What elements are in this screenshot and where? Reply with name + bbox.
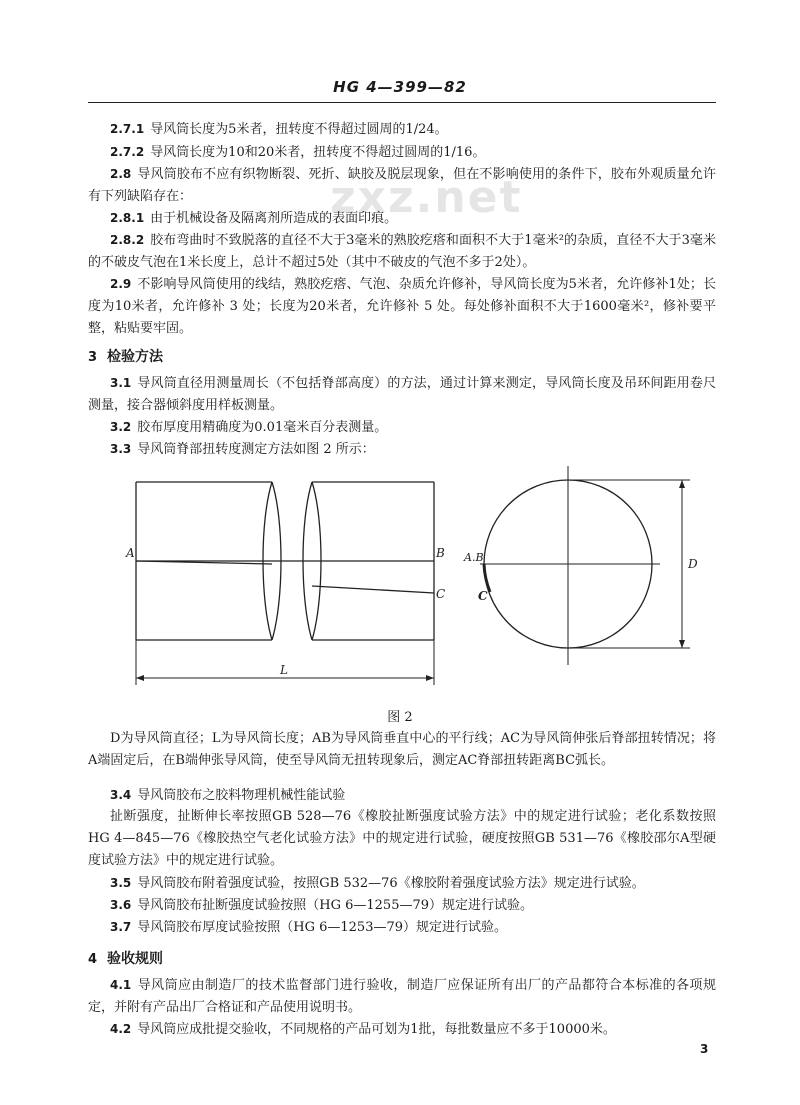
watermark: zxz.net <box>330 172 523 223</box>
paragraph-4-2 <box>88 1018 716 1041</box>
arrowheads <box>136 480 685 681</box>
clause-text: 导风筒胶布附着强度试验，按照GB 532—76《橡胶附着强度试验方法》规定进行试验。 <box>137 876 645 891</box>
arc-bc <box>484 564 490 592</box>
clause-number: 2.7.1 <box>110 122 145 136</box>
paragraph-3-5 <box>88 872 716 895</box>
clause-text: 导风筒胶布之胶料物理机械性能试验 <box>137 788 346 803</box>
paragraph-2-7-2 <box>88 141 716 164</box>
clause-text: 导风筒应成批提交验收，不同规格的产品可划为1批，每批数量应不多于10000米。 <box>137 1022 616 1037</box>
label-c: C <box>436 587 446 601</box>
clause-text: 不影响导风筒使用的线结，熟胶疙瘩、气泡、杂质允许修补，导风筒长度为5米者，允许修补1处；长度为10米者，允许修补 3 处；长度为20米者，允许修补 5 处。每处修补面积不大于1600毫米²，修补要平整，粘贴要牢固。 <box>88 277 716 336</box>
section-4-heading <box>88 948 163 968</box>
section-number: 3 <box>88 350 98 365</box>
section-title: 检验方法 <box>107 349 164 365</box>
label-d: D <box>688 557 698 571</box>
arrowhead <box>679 640 685 648</box>
paragraph-2-8-2 <box>88 229 716 274</box>
figure-caption: 图 2 <box>387 710 413 725</box>
clause-number: 3.3 <box>110 442 132 456</box>
clause-number: 3.1 <box>110 376 132 390</box>
paragraph-3-1 <box>88 372 716 417</box>
paragraph-2-9 <box>88 273 716 340</box>
clause-number: 2.8.2 <box>110 233 145 247</box>
figure-2-diagram <box>100 460 720 710</box>
paragraph-3-3 <box>88 438 716 461</box>
clause-number: 4.2 <box>110 1022 132 1036</box>
clause-number: 3.2 <box>110 420 132 434</box>
label-a: A <box>126 546 135 560</box>
clause-number: 3.7 <box>110 920 132 934</box>
paragraph-2-7-1 <box>88 118 716 141</box>
clause-number: 2.7.2 <box>110 145 145 159</box>
arrowhead <box>136 675 144 681</box>
clause-text: 导风筒胶布不应有织物断裂、死折、缺胶及脱层现象，但在不影响使用的条件下，胶布外观质量允许有下列缺陷存在： <box>88 167 716 204</box>
clause-text: 导风筒长度为10和20米者，扭转度不得超过圆周的1/16。 <box>150 145 486 160</box>
arrowhead <box>679 480 685 488</box>
section-number: 4 <box>88 952 98 967</box>
clause-number: 2.9 <box>110 277 132 291</box>
document-code-header: HG 4—399—82 <box>333 78 467 96</box>
clause-number: 2.8 <box>110 167 132 181</box>
section-title: 验收规则 <box>107 951 164 967</box>
paragraph-4-1 <box>88 974 716 1019</box>
arrowhead <box>426 675 434 681</box>
paragraph-2-8-1 <box>88 207 716 230</box>
paragraph-3-7 <box>88 916 716 939</box>
clause-text: 导风筒长度为5米者，扭转度不得超过圆周的1/24。 <box>150 122 448 137</box>
clause-text: 导风筒应由制造厂的技术监督部门进行验收，制造厂应保证所有出厂的产品都符合本标准的各项规定，并附有产品出厂合格证和产品使用说明书。 <box>88 978 716 1015</box>
label-c-circle: C <box>478 589 488 603</box>
clause-text: 导风筒脊部扭转度测定方法如图 2 所示： <box>137 442 375 457</box>
clause-number: 3.6 <box>110 898 132 912</box>
clause-number: 3.5 <box>110 876 132 890</box>
clause-number: 4.1 <box>110 978 132 992</box>
clause-text: 胶布弯曲时不致脱落的直径不大于3毫米的熟胶疙瘩和面积不大于1毫米²的杂质，直径不大于3毫米的不破皮气泡在1米长度上，总计不超过5处（其中不破皮的气泡不多于2处）。 <box>88 233 716 270</box>
header-rule <box>88 102 716 103</box>
clause-text: 胶布厚度用精确度为0.01毫米百分表测量。 <box>137 420 388 435</box>
line-ac <box>136 561 434 593</box>
clause-text: 导风筒直径用测量周长（不包括脊部高度）的方法，通过计算来测定，导风筒长度及吊环间距用卷尺测量，接合器倾斜度用样板测量。 <box>88 376 716 413</box>
label-b: B <box>436 546 445 560</box>
paragraph-3-4-detail: 扯断强度，扯断伸长率按照GB 528—76《橡胶扯断强度试验方法》中的规定进行试验；老化系数按照HG 4—845—76《橡胶热空气老化试验方法》中的规定进行试验，硬度按照GB 531—76《橡胶邵尔A型硬度试验方法》中的规定进行试验。 <box>88 809 716 868</box>
section-3-heading <box>88 346 163 366</box>
paragraph-3-4 <box>88 784 716 807</box>
figure-description: D为导风筒直径；L为导风筒长度；AB为导风筒垂直中心的平行线；AC为导风筒伸张后脊部扭转情况；将A端固定后，在B端伸张导风筒，使至导风筒无扭转现象后，测定AC脊部扭转距离BC弧长。 <box>88 731 716 768</box>
page-number: 3 <box>700 1042 709 1056</box>
paragraph-2-8 <box>88 163 716 208</box>
clause-text: 导风筒胶布厚度试验按照（HG 6—1253—79）规定进行试验。 <box>137 920 508 935</box>
label-ab: A.B <box>464 551 484 564</box>
clause-number: 3.4 <box>110 788 132 802</box>
clause-text: 导风筒胶布扯断强度试验按照（HG 6—1255—79）规定进行试验。 <box>137 898 534 913</box>
clause-number: 2.8.1 <box>110 211 145 225</box>
paragraph-3-6 <box>88 894 716 917</box>
clause-text: 由于机械设备及隔离剂所造成的表面印痕。 <box>150 211 398 226</box>
label-l: L <box>280 663 288 677</box>
paragraph-3-2 <box>88 416 716 439</box>
